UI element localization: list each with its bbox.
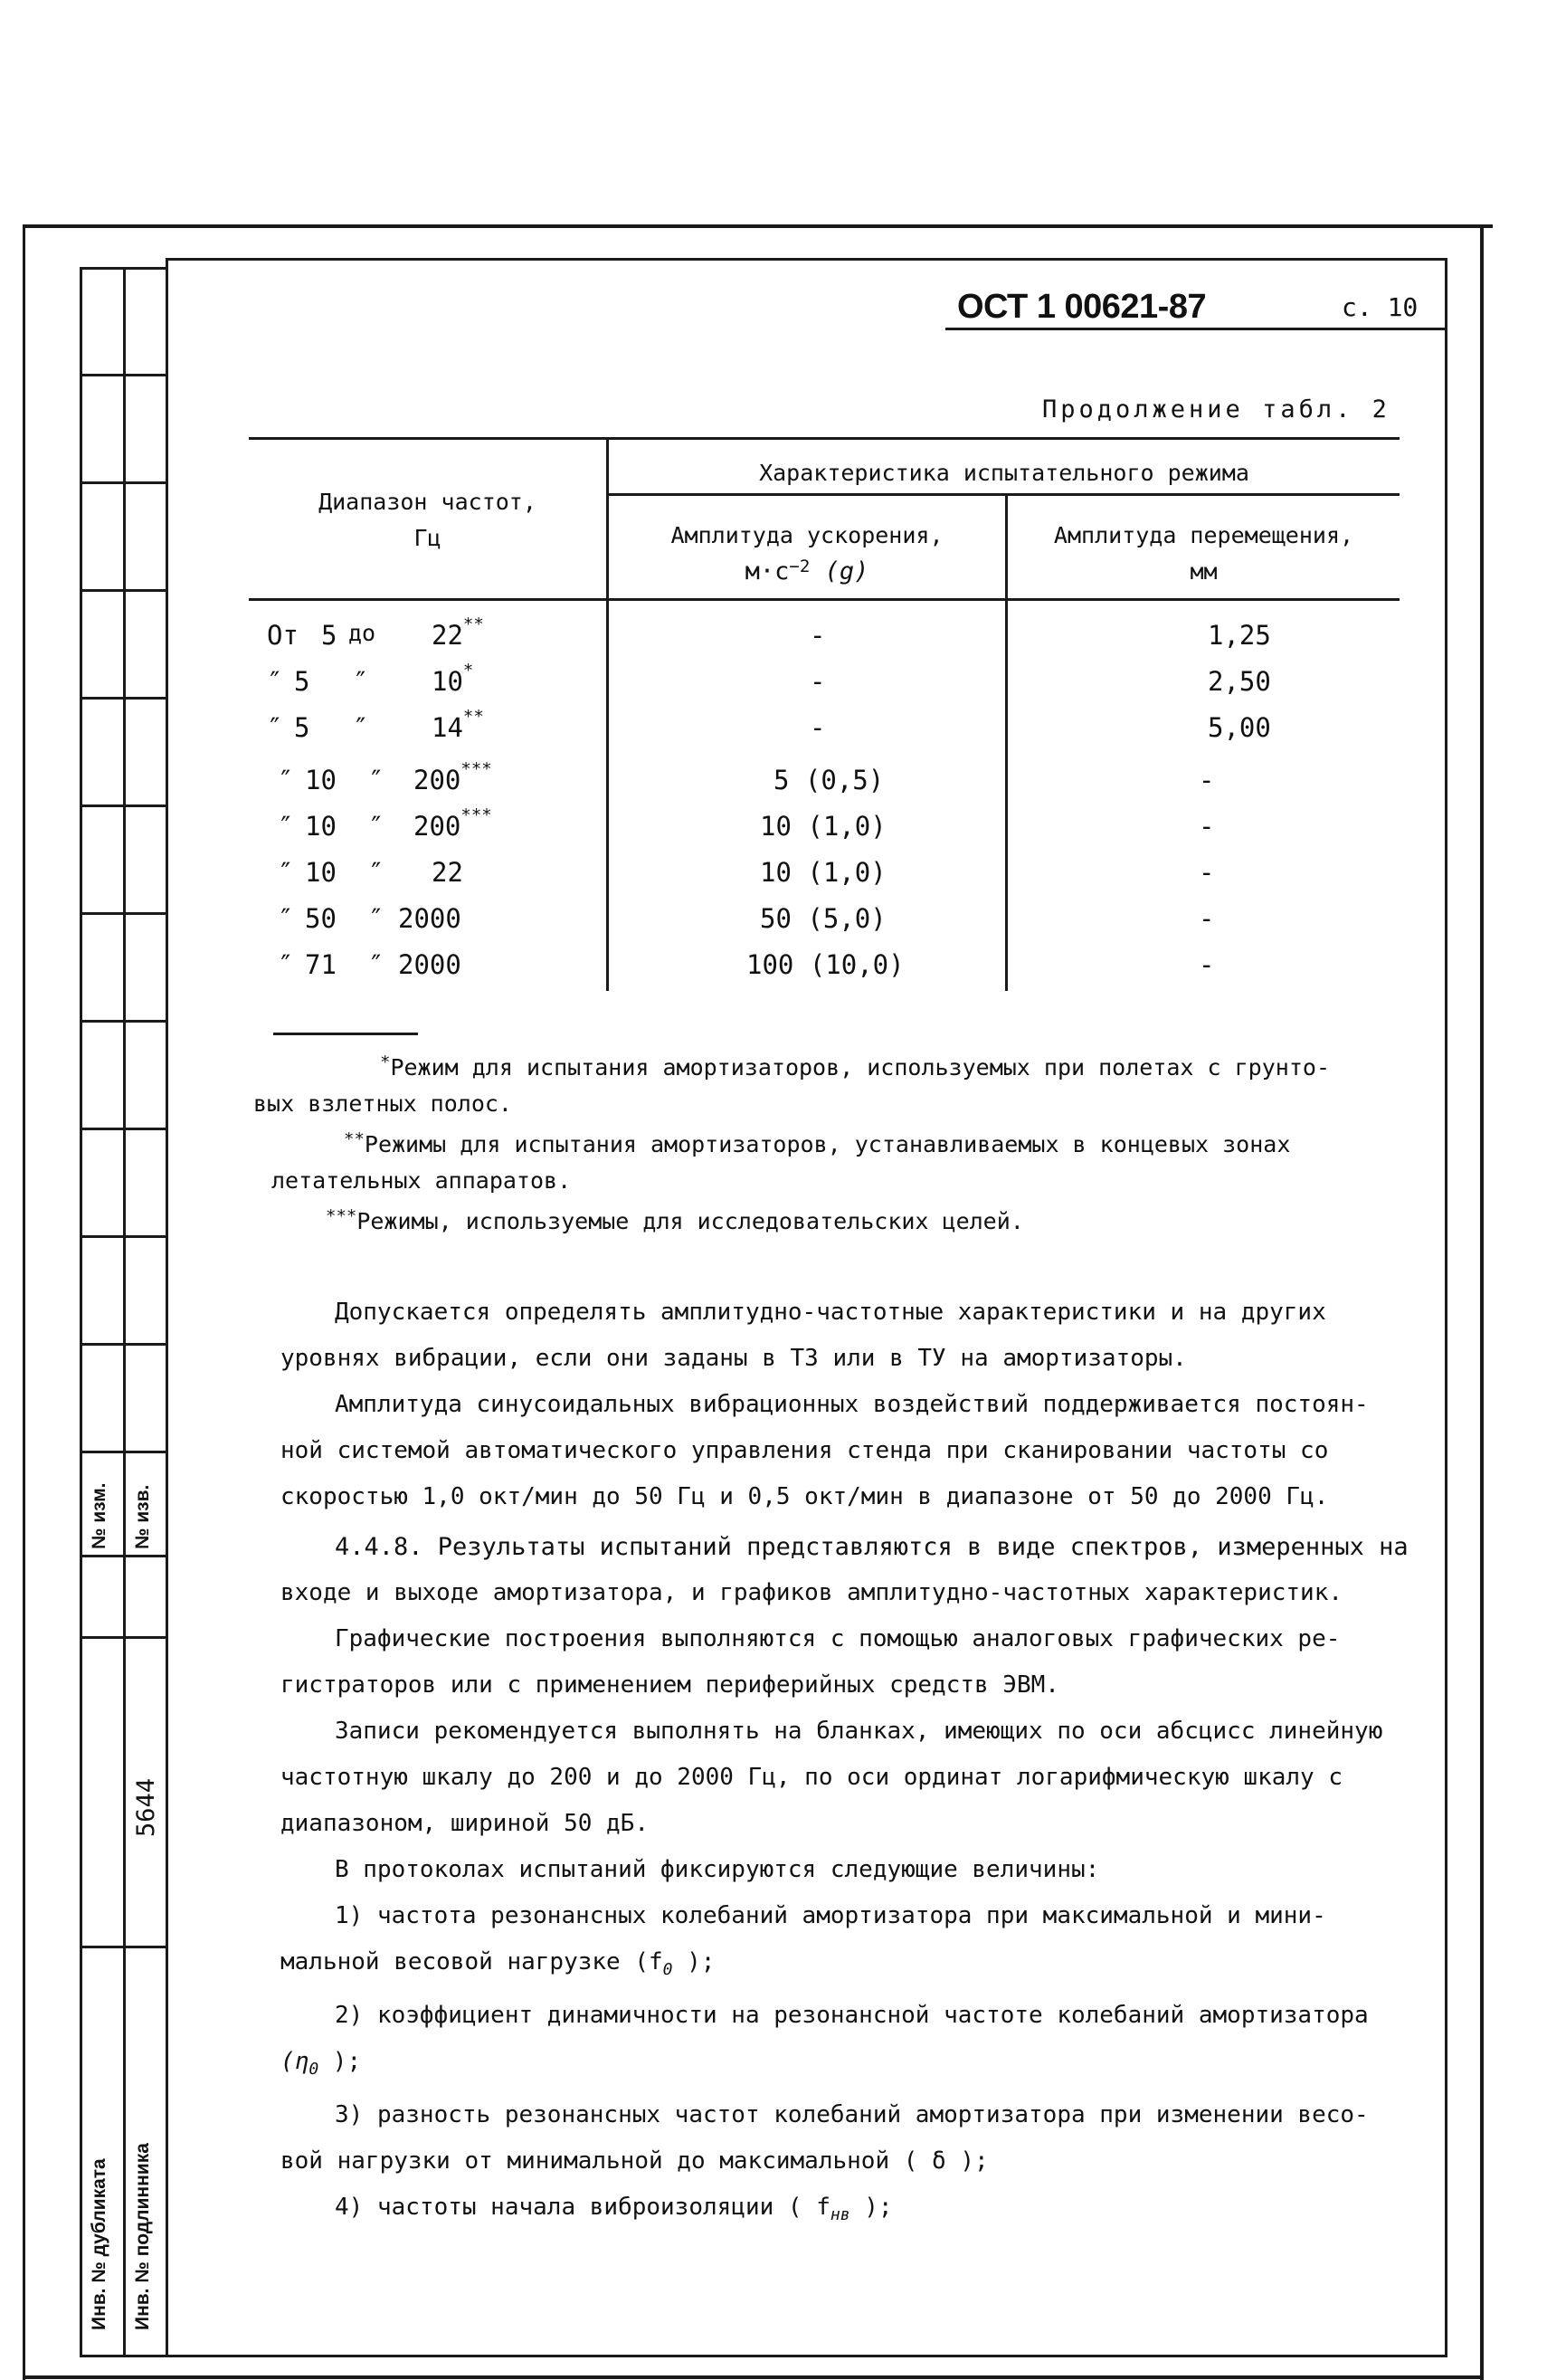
row-sep: ″ [353, 712, 369, 743]
inner-frame-bottom [80, 2355, 1447, 2357]
col-header-accel [609, 518, 1005, 590]
stamp-inv-podl-label: Инв. № подлинника [132, 2143, 153, 2330]
page-number: с. 10 [1342, 292, 1419, 322]
row-sep: ″ [368, 903, 384, 934]
stamp-cell-divider [80, 374, 168, 376]
row-accel: 50 (5,0) [760, 903, 887, 934]
doc-code: ОСТ 1 00621-87 [957, 288, 1207, 326]
frame-bottom [23, 2375, 1484, 2379]
row-to-value: 200 [413, 765, 461, 795]
row-to [432, 707, 484, 743]
body-line: скоростью 1,0 окт/мин до 50 Гц и 0,5 окт/мин в диапазоне от 50 до 2000 Гц. [280, 1483, 1329, 1510]
stamp-cell-divider [80, 912, 168, 915]
inner-frame-right [1445, 258, 1447, 2357]
row-sep: ″ [368, 857, 384, 888]
symbol-subscript: нв [830, 2205, 850, 2225]
body-line [280, 1939, 1429, 1993]
col-header-group: Характеристика испытательного режима [759, 460, 1249, 486]
row-sep: ″ [368, 765, 384, 795]
col-header-disp-unit: мм [1190, 558, 1218, 585]
col-header-freq [249, 484, 606, 557]
row-from: 5 [294, 666, 310, 697]
body-line-text: мальной весовой нагрузке (f [280, 1948, 663, 1975]
col-header-disp-text: Амплитуда перемещения, [1053, 522, 1354, 548]
row-from: 10 [305, 765, 337, 795]
row-to [413, 759, 492, 795]
table-row [267, 949, 1398, 985]
stamp-cell-divider [80, 1343, 168, 1346]
row-to [398, 949, 461, 980]
stamp-cell-divider [80, 1555, 168, 1557]
row-to [432, 661, 474, 697]
row-to-value: 2000 [398, 949, 461, 980]
row-from: 10 [305, 811, 337, 842]
stamp-cell-divider [80, 589, 168, 592]
row-disp: - [1199, 949, 1215, 980]
accel-unit-exp: −2 [789, 557, 811, 576]
frame-right [1480, 226, 1484, 2380]
row-prefix: ″ [267, 666, 283, 697]
row-to [432, 614, 484, 651]
stamp-cell-divider [80, 1235, 168, 1238]
row-to-value: 14 [432, 712, 463, 743]
body-line: 3) разность резонансных частот колебаний амортизатора при изменении весо- [335, 2101, 1369, 2129]
stamp-col-line-3 [166, 258, 168, 2357]
row-to-value: 22 [432, 857, 463, 888]
table-row [267, 661, 1398, 702]
inner-frame-top [167, 258, 1445, 261]
col-header-accel-text: Амплитуда ускорения, [670, 522, 944, 548]
body-line: входе и выходе амортизатора, и графиков амплитудно-частотных характеристик. [280, 1579, 1343, 1606]
stamp-col-line-2 [123, 267, 126, 2357]
row-from: 5 [321, 620, 337, 651]
row-sep: ″ [368, 811, 384, 842]
table-row [267, 903, 1398, 939]
body-line: Графические построения выполняются с помощью аналоговых графических ре- [335, 1625, 1341, 1652]
stamp-inv-podl-value: 5644 [132, 1777, 160, 1837]
row-to-value: 200 [413, 811, 461, 842]
footnote-2-line1 [271, 1127, 1393, 1163]
row-prefix: ″ [267, 712, 283, 743]
col-header-freq-text: Диапазон частот, [318, 489, 536, 515]
symbol-close: ); [318, 2048, 362, 2076]
row-from: 5 [294, 712, 310, 743]
frame-top [23, 224, 1493, 228]
row-accel: 5 (0,5) [774, 765, 885, 795]
body-line: 2) коэффициент динамичности на резонансной частоте колебаний амортизатора [335, 2002, 1369, 2030]
row-from: 50 [305, 903, 337, 934]
body-line: Амплитуда синусоидальных вибрационных воздействий поддерживается постоян- [335, 1391, 1369, 1418]
row-prefix: ″ [278, 765, 294, 795]
stamp-cell-divider [80, 481, 168, 484]
row-prefix: ″ [278, 811, 294, 842]
table-head-rule [249, 598, 1400, 601]
footnote-3-mark: *** [326, 1206, 357, 1226]
stamp-col-top [80, 267, 168, 270]
header-underline [945, 328, 1447, 330]
footnote-2-mark: ** [344, 1129, 365, 1149]
accel-unit-g: (g) [824, 557, 869, 585]
row-to-value: 22 [432, 620, 463, 651]
row-disp: - [1199, 857, 1215, 888]
body-line: 4.4.8. Результаты испытаний представляются в виде спектров, измеренных на [335, 1533, 1409, 1561]
footnote-3-text: Режимы, используемые для исследовательских целей. [356, 1208, 1024, 1234]
footnote-1 [253, 1050, 1375, 1122]
row-disp: - [1199, 765, 1215, 795]
body-line [280, 2039, 1429, 2092]
body-line-text: (η [280, 2048, 309, 2076]
table-row [267, 614, 1398, 656]
footnote-1-text: Режим для испытания амортизаторов, используемых при полетах с грунто- [390, 1054, 1330, 1081]
frame-left-outer [23, 224, 25, 2380]
stamp-cell-divider [80, 1946, 168, 1948]
row-disp: - [1199, 903, 1215, 934]
stamp-cell-divider [80, 1128, 168, 1130]
footnote-1-line2: вых взлетных полос. [253, 1090, 512, 1117]
footnote-1-mark: * [380, 1052, 391, 1072]
body-line: гистраторов или с применением периферийных средств ЭВМ. [280, 1671, 1059, 1699]
stamp-izm-label: № изм. [89, 1482, 109, 1549]
symbol-close: ); [849, 2194, 893, 2222]
body-line-text: 4) частоты начала виброизоляции ( f [335, 2194, 830, 2222]
footnote-2 [271, 1127, 1393, 1199]
row-sep: ″ [353, 666, 369, 697]
stamp-cell-divider [80, 697, 168, 700]
stamp-cell-divider [80, 804, 168, 807]
row-sep: ″ [368, 949, 384, 980]
footnote-2-line2: летательных аппаратов. [271, 1167, 572, 1194]
row-to-value: 10 [432, 666, 463, 697]
table-subhead-rule [606, 493, 1400, 496]
body-line: 1) частота резонансных колебаний амортизатора при максимальной и мини- [335, 1902, 1326, 1929]
row-accel: - [810, 712, 826, 743]
body-text [280, 1290, 1429, 2239]
footnote-2-text: Режимы для испытания амортизаторов, устанавливаемых в концевых зонах [364, 1131, 1291, 1157]
row-accel: - [810, 620, 826, 651]
row-accel: 100 (10,0) [746, 949, 905, 980]
table-row [267, 707, 1398, 748]
row-to [398, 903, 461, 934]
table-top-rule [249, 437, 1400, 440]
footnote-separator [273, 1033, 418, 1035]
col-header-disp [1008, 518, 1400, 590]
body-line: диапазоном, шириной 50 дБ. [280, 1810, 649, 1837]
table-continuation: Продолжение табл. 2 [1042, 395, 1390, 424]
row-to-value: 2000 [398, 903, 461, 934]
row-disp: - [1199, 811, 1215, 842]
body-line: ной системой автоматического управления стенда при сканировании частоты со [280, 1437, 1329, 1464]
body-line: уровнях вибрации, если они заданы в ТЗ или в ТУ на амортизаторы. [280, 1345, 1187, 1372]
body-line: Допускается определять амплитудно-частотные характеристики и на других [335, 1299, 1326, 1326]
accel-unit-base: м·с [745, 557, 790, 585]
row-mark: ** [462, 614, 484, 634]
table-row [267, 805, 1398, 847]
stamp-col-line-1 [80, 267, 82, 2357]
row-mark: * [462, 661, 474, 681]
row-prefix: ″ [278, 857, 294, 888]
stamp-inv-dubl-label: Инв. № дубликата [89, 2158, 109, 2330]
row-accel: - [810, 666, 826, 697]
row-to [413, 805, 492, 842]
col-header-accel-unit [609, 554, 1005, 590]
symbol-subscript: 0 [308, 2060, 319, 2080]
symbol-subscript: 0 [662, 1960, 673, 1980]
row-to [432, 857, 463, 888]
col-header-freq-unit: Гц [413, 525, 441, 551]
row-disp: 5,00 [1208, 712, 1271, 743]
symbol-close: ); [672, 1948, 716, 1975]
stamp-cell-divider [80, 1020, 168, 1023]
row-disp: 2,50 [1208, 666, 1271, 697]
row-mark: *** [460, 759, 492, 779]
row-prefix: От [267, 620, 299, 651]
stamp-izv-label: № изв. [132, 1484, 153, 1549]
footnote-1-line1 [253, 1050, 1375, 1086]
footnote-3 [326, 1204, 1411, 1240]
row-from: 10 [305, 857, 337, 888]
body-line: В протоколах испытаний фиксируются следующие величины: [335, 1856, 1100, 1883]
row-prefix: ″ [278, 903, 294, 934]
footnote-3-line1 [326, 1204, 1411, 1240]
stamp-cell-divider [80, 1451, 168, 1453]
row-accel: 10 (1,0) [760, 811, 887, 842]
body-line: вой нагрузки от минимальной до максимальной ( δ ); [280, 2147, 989, 2175]
row-from: 71 [305, 949, 337, 980]
body-line: частотную шкалу до 200 и до 2000 Гц, по оси ординат логарифмическую шкалу с [280, 1764, 1343, 1791]
table-row [267, 857, 1398, 893]
table-row [267, 759, 1398, 801]
row-accel: 10 (1,0) [760, 857, 887, 888]
row-sep: до [348, 620, 376, 646]
body-line: Записи рекомендуется выполнять на бланках, имеющих по оси абсцисс линейную [335, 1718, 1383, 1745]
row-mark: ** [462, 707, 484, 727]
row-disp: 1,25 [1208, 620, 1271, 651]
row-mark: *** [460, 805, 492, 825]
body-line [280, 2185, 1429, 2238]
row-prefix: ″ [278, 949, 294, 980]
stamp-cell-divider [80, 1636, 168, 1639]
